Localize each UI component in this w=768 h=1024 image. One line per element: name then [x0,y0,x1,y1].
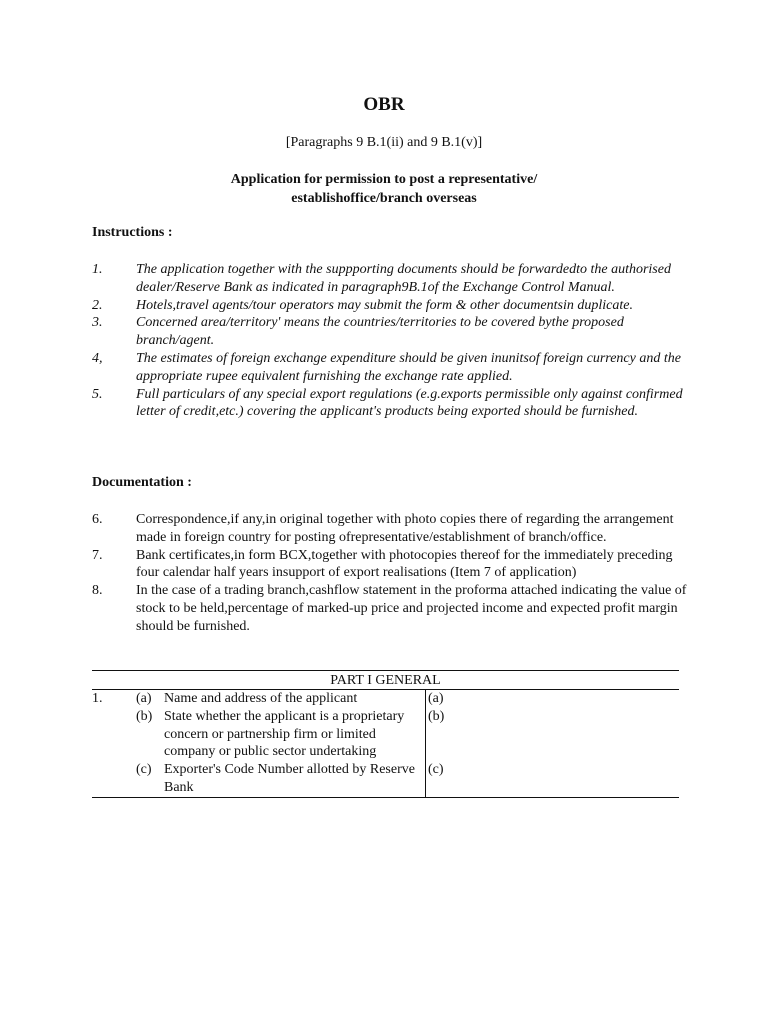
item-number: 2. [92,297,103,313]
item-number: 4, [92,350,103,366]
table-row [92,708,679,761]
item-number: 6. [92,512,103,527]
part1-table [92,670,679,798]
form-heading [0,170,768,208]
item-text: The application together with the suppporting documents should be forwardedto the authorised dealer/Reserve Bank as indicated in paragraph9B.1of the Exchange Control Manual. [136,262,671,295]
instructions-list [92,261,692,421]
row-subitem: (b) [136,708,153,724]
item-text: Full particulars of any special export regulations (e.g.exports permissible only against confirmed letter of credit,etc.) covering the applicant's products being exported should be furnished. [136,386,683,420]
row-label: State whether the applicant is a proprietary concern or partnership firm or limited company or public sector undertaking [164,708,405,760]
list-item [92,314,692,350]
item-text: Correspondence,if any,in original together with photo copies there of regarding the arrangement made in foreign country for posting ofrepresentative/establishment of branch/office. [136,512,674,545]
item-number: 3. [92,315,103,331]
item-number: 7. [92,547,103,563]
row-answer-field: (a) [425,690,679,708]
row-answer-field: (c) [425,761,679,797]
row-label: Exporter's Code Number allotted by Reserve Bank [164,762,415,795]
item-text: In the case of a trading branch,cashflow statement in the proforma attached indicating the value of stock to be held,percentage of marked-up price and projected income and expected profit margin should be furnished. [136,583,687,634]
documentation-list [92,511,692,636]
row-number [92,708,136,761]
row-label: Name and address of the applicant [164,691,358,706]
item-text: Bank certificates,in form BCX,together with photocopies thereof for the immediately preceding four calendar half years insupport of export realisations (Item 7 of application) [136,547,673,581]
table-row [92,690,679,708]
form-paragraph-reference: [Paragraphs 9 B.1(ii) and 9 B.1(v)] [285,135,483,150]
form-heading-line2: establishoffice/branch overseas [291,191,477,206]
row-subitem: (c) [136,762,152,778]
list-item [92,386,692,422]
row-number: 1. [92,691,103,706]
item-number: 8. [92,583,103,599]
list-item [92,261,692,297]
item-text: Hotels,travel agents/tour operators may submit the form & other documentsin duplicate. [136,297,633,313]
item-text: Concerned area/territory' means the countries/territories to be covered bythe proposed branch/agent. [136,315,624,349]
list-item [92,511,692,547]
list-item [92,350,692,386]
row-answer-field: (b) [425,708,679,761]
form-title: OBR [363,94,405,115]
list-item [92,582,692,635]
item-number: 5. [92,386,103,402]
documentation-label: Documentation : [92,475,192,490]
part1-table-body [92,690,679,797]
list-item [92,297,692,315]
item-text: The estimates of foreign exchange expenditure should be given inunitsof foreign currency and the appropriate rupee equivalent furnishing the exchange rate applied. [136,350,681,384]
row-number [92,761,136,797]
part1-title: PART I GENERAL [92,671,679,690]
form-heading-line1: Application for permission to post a representative/ [230,172,538,187]
row-subitem: (a) [136,691,152,706]
item-number: 1. [92,262,103,277]
list-item [92,547,692,583]
table-row [92,761,679,797]
instructions-label: Instructions : [92,225,173,240]
